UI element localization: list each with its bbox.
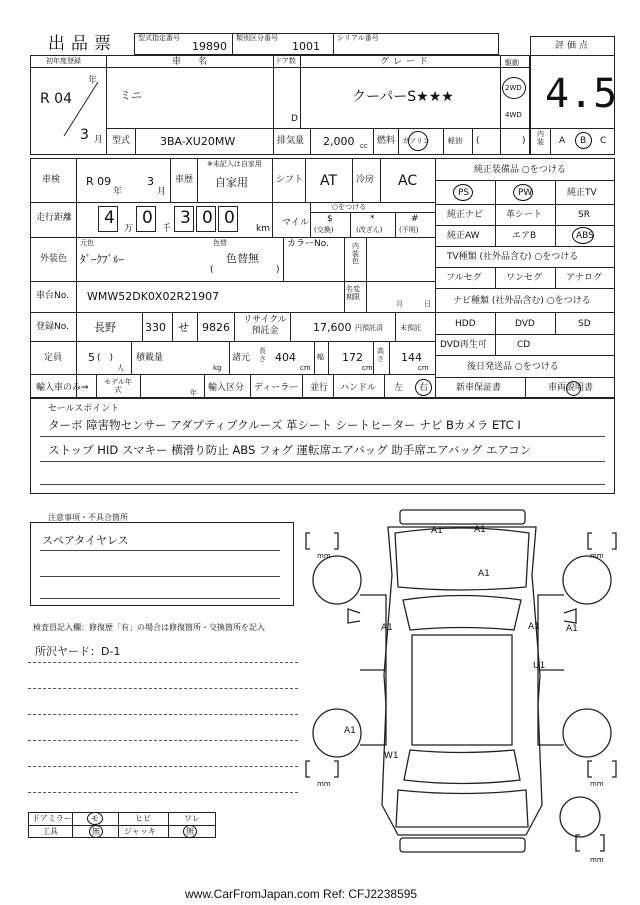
original-color-label: 元色: [80, 239, 94, 247]
grade-value: クーパーS★★★: [352, 89, 454, 105]
doors-label: ドア数: [275, 57, 296, 65]
registration-kana: せ: [178, 321, 189, 334]
first-reg-month-unit: 月: [94, 135, 104, 145]
first-reg-month: 3: [80, 127, 89, 143]
equip-abs-circle: [572, 227, 594, 244]
mileage-man-unit: 万: [124, 224, 134, 234]
ac-label: 冷房: [356, 175, 375, 185]
history-label: 車歴: [175, 175, 194, 185]
fuel-other-open: (: [476, 136, 480, 146]
crack-label: ヒビ: [135, 814, 151, 823]
registration-number: 9826: [202, 321, 230, 334]
meter-altered: (改ざん): [356, 226, 383, 234]
equip-aw: 純正AW: [447, 231, 480, 241]
capacity-paren: ( ): [97, 353, 114, 363]
model-code-label: 型式指定番号: [138, 34, 180, 42]
tire-spare-mm: mm: [590, 856, 604, 864]
interior-grade-label: 内装: [537, 130, 544, 146]
mile-label: マイル: [282, 218, 309, 228]
length-unit: cm: [300, 364, 311, 372]
tire-fr-mm: mm: [590, 552, 604, 560]
tire-fl-mm: mm: [317, 552, 331, 560]
after-manual-circle: [566, 381, 581, 396]
after-warranty: 新車保証書: [456, 383, 502, 393]
transfer-day-unit: 日: [424, 300, 431, 308]
chassis-number: WMW52DK0X02R21907: [87, 290, 220, 303]
door-mirror-circle: [87, 812, 103, 825]
rear-cd: CD: [517, 340, 531, 350]
history-note: ※未記入は自家用: [207, 160, 262, 168]
nav-sd: SD: [578, 319, 591, 329]
after-manual: 車両説明書: [548, 383, 594, 393]
equip-pw: PW: [518, 188, 533, 198]
meter-hash: #: [411, 214, 419, 224]
chassis-label: 車台No.: [36, 291, 69, 301]
shaken-year-unit: 年: [113, 187, 123, 197]
mileage-digit-3: 3: [180, 208, 191, 228]
meter-star: *: [370, 214, 375, 224]
meter-circle-note: ○をつける: [332, 203, 367, 211]
damage-mark-rear-door-right: U1: [533, 661, 546, 671]
nav-type-title: ナビ種類 (社外品含む) ○をつける: [453, 296, 591, 306]
ac-value: AC: [398, 173, 418, 189]
handle-label: ハンドル: [340, 383, 377, 393]
shift-label: シフト: [276, 175, 304, 185]
equip-abs: ABS: [576, 231, 594, 241]
handle-right-circle: [415, 379, 432, 396]
katashiki-label: 型式: [112, 136, 131, 146]
drive-label: 駆動: [505, 59, 519, 67]
mileage-digit-1: 4: [104, 208, 115, 228]
interior-color-label: 内装色: [352, 242, 359, 266]
repaint-paren-open: (: [210, 265, 214, 275]
fuel-gasoline: ガソリン: [402, 137, 430, 145]
footer-reference: www.CarFromJapan.com Ref: CFJ2238595: [185, 887, 418, 901]
break-label: ワレ: [184, 814, 200, 823]
registration-label: 登録No.: [36, 322, 69, 332]
repaint-paren-close: ): [276, 265, 280, 275]
damage-mark-front-door-right: A1: [528, 622, 540, 632]
meter-exchange: (交換): [314, 226, 334, 234]
drive-2wd: 2WD: [505, 84, 522, 92]
equip-tv: 純正TV: [567, 188, 597, 198]
category-code: 1001: [292, 40, 320, 53]
original-color: ﾀﾞｰｸﾌﾞﾙｰ: [80, 253, 124, 266]
transfer-deadline-label: 名変期限: [346, 285, 360, 302]
registration-class: 330: [145, 321, 166, 334]
history-value: 自家用: [215, 176, 248, 189]
tools-circle: [89, 825, 103, 838]
jack-circle: [183, 825, 197, 838]
notes-line-1: スペアタイヤレス: [42, 534, 129, 547]
height-value: 144: [401, 351, 422, 364]
handle-right: 右: [419, 383, 429, 393]
jack-value: 無: [186, 827, 194, 836]
import-parallel: 並行: [310, 383, 329, 393]
height-label: 高さ: [377, 347, 384, 363]
sales-line-1: ターボ 障害物センサー アダプティブクルーズ 革シート シートヒーター ナビ Bカメラ ETC I: [48, 418, 521, 432]
load-label: 積載量: [136, 353, 164, 363]
evaluation-score: 4.5: [545, 71, 618, 117]
color-label: 外装色: [40, 254, 68, 264]
car-name: ミニ: [120, 89, 142, 102]
model-year-unit: 年: [190, 389, 197, 397]
mileage-digit-4: 0: [202, 208, 213, 228]
shaken-month-unit: 月: [157, 187, 167, 197]
capacity-unit: 人: [117, 364, 124, 372]
displacement-unit: cc: [360, 142, 368, 150]
registration-area: 長野: [94, 321, 116, 334]
interior-grade-a: A: [559, 136, 566, 146]
damage-mark-rear-wheel-left: A1: [344, 726, 356, 736]
katashiki: 3BA-XU20MW: [160, 135, 236, 148]
grade-label: グレード: [380, 57, 433, 67]
width-unit: cm: [362, 364, 373, 372]
equip-ps-circle: [453, 184, 473, 201]
category-label: 類別区分番号: [236, 34, 278, 42]
recycle-status: 未預託: [400, 324, 421, 332]
displacement: 2,000: [323, 135, 355, 148]
capacity-label: 定員: [44, 353, 63, 363]
tv-oneseg: ワンセグ: [506, 273, 543, 283]
fuel-light-oil: 軽油: [448, 137, 462, 145]
tv-analog: アナログ: [566, 273, 603, 283]
tv-type-title: TV種類 (社外品含む) ○をつける: [447, 252, 579, 262]
door-type: D: [291, 114, 298, 124]
handle-left: 左: [394, 383, 404, 393]
drive-2wd-circle: [502, 77, 526, 99]
first-reg-era: R 04: [40, 91, 72, 107]
recycle-amount: 17,600: [313, 321, 352, 334]
tools-value: 無: [92, 827, 100, 836]
tv-fullseg: フルセグ: [446, 273, 482, 283]
mileage-sen-unit: 千: [162, 224, 172, 234]
transfer-month-unit: 月: [396, 300, 403, 308]
rear-dvd: DVD再生可: [440, 340, 487, 350]
sales-label: セールスポイント: [48, 404, 120, 414]
shaken-label: 車検: [42, 175, 61, 185]
import-type-label: 輸入区分: [208, 383, 245, 393]
equip-pw-circle: [513, 184, 533, 201]
repaint-value: 色替無: [226, 252, 259, 265]
notes-label: 注意事項・不具合箇所: [48, 513, 128, 522]
mileage-digit-5: 0: [224, 208, 235, 228]
tire-rl-mm: mm: [317, 780, 331, 788]
damage-mark-front-door-left: A1: [381, 623, 393, 633]
equip-airbag: エアB: [512, 231, 537, 241]
jack-label: ジャッキ: [124, 827, 156, 836]
repaint-label: 色替: [213, 239, 227, 247]
door-mirror-value: モ: [91, 814, 99, 823]
fuel-other-close: ): [522, 136, 526, 146]
meter-dollar: $: [327, 214, 333, 224]
fuel-label: 燃料: [377, 136, 396, 146]
length-label: 長さ: [259, 347, 266, 363]
model-year-label: モデル年式: [104, 378, 132, 395]
displacement-label: 排気量: [277, 136, 305, 146]
damage-mark-front-bumper-right: A1: [474, 525, 486, 535]
meter-unknown: (不明): [399, 226, 419, 234]
damage-mark-mirror-right: A1: [566, 624, 578, 634]
damage-mark-rear-glass: W1: [384, 751, 399, 761]
serial-label: シリアル番号: [337, 34, 379, 42]
shaken-era: R 09: [86, 175, 112, 188]
equip-sr: SR: [578, 210, 590, 220]
damage-mark-front-bumper-left: A1: [431, 526, 443, 536]
shift-value: AT: [320, 173, 338, 189]
inspector-label: 検査員記入欄：修復歴「有」の場合は修復箇所・交換箇所を記入: [33, 623, 265, 632]
equip-nav: 純正ナビ: [447, 210, 484, 220]
color-no-label: カラーNo.: [287, 239, 329, 249]
fuel-gasoline-circle: [408, 131, 428, 151]
import-only-label: 輸入車のみ⇒: [36, 383, 89, 393]
mileage-digit-2: 0: [142, 208, 153, 228]
load-unit: kg: [213, 364, 222, 372]
inspector-line-1: 所沢ヤード：D-1: [35, 645, 121, 658]
nav-hdd: HDD: [455, 319, 476, 329]
model-code: 19890: [192, 40, 227, 53]
tire-rr-mm: mm: [590, 780, 604, 788]
car-damage-diagram: [300, 505, 620, 875]
sheet-title: 出品票: [48, 34, 117, 54]
std-equipment-title: 純正装備品 ○をつける: [474, 165, 566, 175]
tools-label: 工具: [42, 827, 58, 836]
interior-grade-b: B: [580, 136, 587, 146]
equip-leather: 革シート: [506, 210, 543, 220]
capacity-value: 5: [88, 351, 95, 364]
door-mirror-label: ドアミラー: [32, 814, 72, 823]
recycle-unit: 円預託済: [355, 324, 383, 332]
interior-grade-circle: [575, 132, 592, 149]
damage-mark-hood: A1: [478, 569, 490, 579]
recycle-label: リサイクル預託金: [243, 315, 287, 336]
first-reg-label: 初年度登録: [46, 57, 81, 65]
evaluation-label: 評価点: [555, 41, 592, 51]
shaken-month: 3: [147, 175, 154, 188]
drive-4wd: 4WD: [505, 111, 522, 119]
width-value: 172: [342, 351, 363, 364]
nav-dvd: DVD: [515, 319, 535, 329]
after-ship-title: 後日発送品 ○をつける: [467, 362, 559, 372]
length-value: 404: [275, 351, 296, 364]
equip-ps: PS: [458, 188, 470, 198]
mileage-label: 走行距離: [36, 213, 73, 223]
import-dealer: ディーラー: [254, 383, 299, 393]
spec-label: 諸元: [232, 353, 251, 363]
width-label: 幅: [317, 353, 324, 361]
car-name-label: 車 名: [172, 57, 212, 67]
interior-grade-c: C: [600, 136, 607, 146]
first-reg-year-unit: 年: [88, 76, 98, 86]
height-unit: cm: [418, 364, 429, 372]
sales-line-2: ストップ HID スマキー 横滑り防止 ABS フォグ 運転席エアバッグ 助手席エアバッグ エアコン: [48, 443, 532, 457]
mileage-km-unit: km: [256, 224, 270, 234]
